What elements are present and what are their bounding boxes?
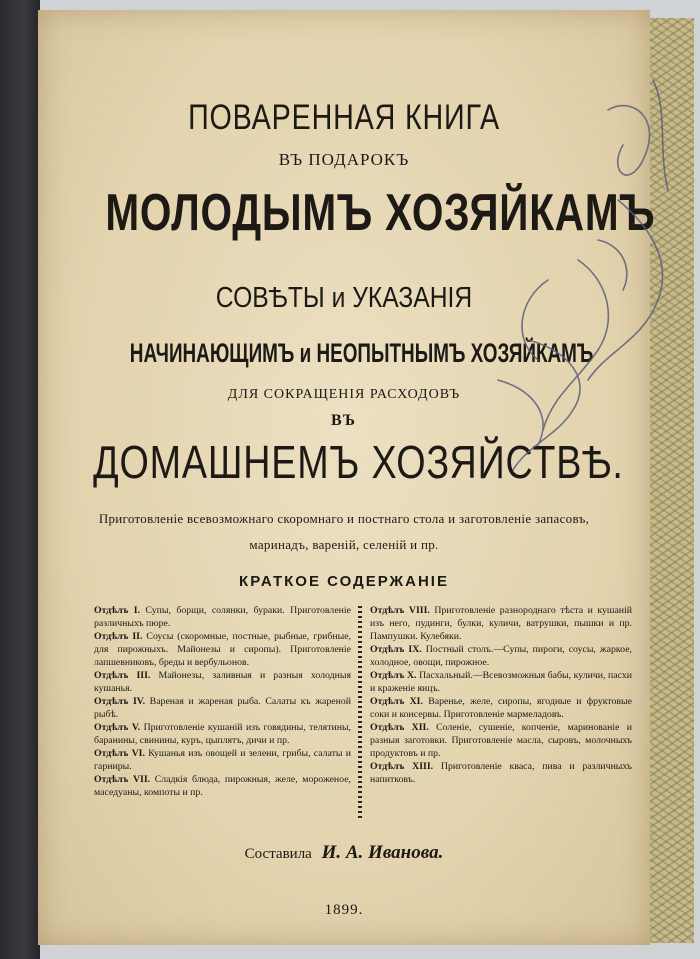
title-line-cookbook: ПОВАРЕННАЯ КНИГА [188,98,500,137]
contents-entry: Отдѣлъ VI. Кушанья изъ овощей и зелени, грибы, салаты и гарниры. [94,748,351,772]
contents-entry: Отдѣлъ X. Пасхальный.—Всевозможныя бабы, куличи, пасхи и краженіе яицъ. [370,670,632,694]
publication-year: 1899. [324,902,364,918]
title-line-household: ДОМАШНЕМЪ ХОЗЯЙСТВѢ. [93,436,624,488]
contents-left-column [94,604,351,799]
contents-right-column [370,604,632,786]
author-prefix: Составила [244,846,312,862]
contents-entry: Отдѣлъ IV. Вареная и жареная рыба. Салаты къ жареной рыбѣ. [94,696,351,720]
contents-entry: Отдѣлъ II. Соусы (скоромные, постные, рыбные, грибные, для пирожныхъ. Майонезы и сиропы). Приготовленіе лапшевниковъ, бреды и вербульонов. [94,631,351,668]
contents-entry: Отдѣлъ VIII. Приготовленіе разнороднаго тѣста и кушаній изъ него, пудинги, булки, куличи, ватрушки, пышки и пр. Пампушки. Кулебяки. [370,605,632,642]
contents-entry: Отдѣлъ VII. Сладкія блюда, пирожныя, желе, мороженое, маседуаны, компоты и пр. [94,774,351,798]
title-line-gift: ВЪ ПОДАРОКЪ [278,150,410,169]
title-line-beginners: НАЧИНАЮЩИМЪ и НЕОПЫТНЫМЪ ХОЗЯЙКАМЪ [129,338,594,368]
title-line-advice: СОВѢТЫ и УКАЗАНІЯ [215,282,473,314]
book-cover [0,0,40,959]
subtitle-description: Приготовленіе всевозможнаго скоромнаго и постнаго стола и заготовленіе запасовъ, маринадъ, вареній, селеній и пр. [98,511,590,552]
contents-entry: Отдѣлъ XI. Варенье, желе, сиропы, ягодные и фруктовые соки и консервы. Приготовленіе мармеладовъ. [370,696,632,720]
contents-entry: Отдѣлъ IX. Постный столъ.—Супы, пироги, соусы, жаркое, холодное, овощи, пирожное. [370,644,632,668]
contents-entry: Отдѣлъ XIII. Приготовленіе кваса, пива и различныхъ напитковъ. [370,761,632,785]
contents-entry: Отдѣлъ XII. Соленіе, сушеніе, копченіе, маринованіе и разныя заготовки. Приготовленіе масла, сыровъ, молочныхъ продуктовъ и пр. [370,722,632,759]
title-line-in: ВЪ [330,412,358,429]
author-name: И. А. Иванова. [321,842,444,863]
title-page [38,10,656,945]
title-line-expenses: ДЛЯ СОКРАЩЕНІЯ РАСХОДОВЪ [227,387,461,402]
contents-heading: КРАТКОЕ СОДЕРЖАНІЕ [239,573,449,590]
contents-entry: Отдѣлъ V. Приготовленіе кушаній изъ говядины, телятины, баранины, свинины, куръ, цыплятъ, дичи и пр. [94,722,351,746]
title-line-young-housewives: МОЛОДЫМЪ ХОЗЯЙКАМЪ [105,184,656,242]
column-divider [358,606,362,820]
contents-entry: Отдѣлъ III. Майонезы, заливныя и разныя холодныя кушанья. [94,670,351,694]
author-line [38,842,650,864]
contents-entry: Отдѣлъ I. Супы, борщи, солянки, бураки. Приготовленіе различныхъ пюре. [94,605,351,629]
